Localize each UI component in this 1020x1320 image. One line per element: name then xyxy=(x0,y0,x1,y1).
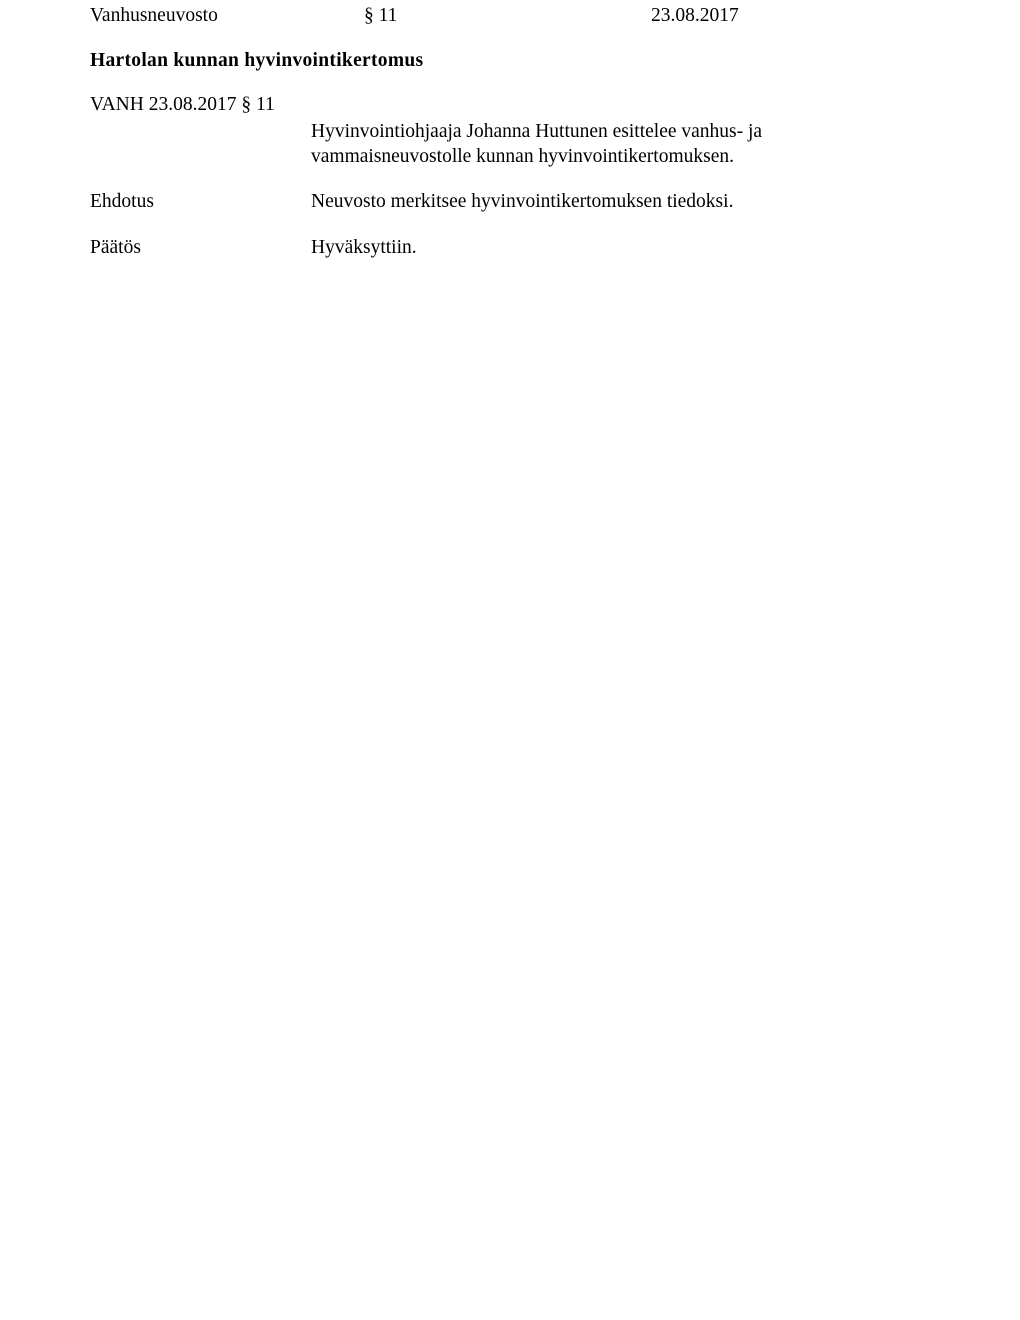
proposal-label: Ehdotus xyxy=(90,191,154,212)
matter-content xyxy=(311,120,911,169)
decision-content xyxy=(311,236,911,261)
header-body-name: Vanhusneuvosto xyxy=(90,5,218,26)
page-header xyxy=(90,4,930,28)
decision-label: Päätös xyxy=(90,237,141,258)
matter-label: VANH 23.08.2017 § 11 xyxy=(90,94,275,115)
matter-line-2: vammaisneuvostolle kunnan hyvinvointikertomuksen. xyxy=(311,145,734,167)
matter-line-1: Hyvinvointiohjaaja Johanna Huttunen esittelee vanhus- ja xyxy=(311,121,763,142)
proposal-text: Neuvosto merkitsee hyvinvointikertomuksen tiedoksi. xyxy=(311,191,734,212)
decision-text: Hyväksyttiin. xyxy=(311,237,417,258)
page-title: Hartolan kunnan hyvinvointikertomus xyxy=(90,50,424,71)
header-date: 23.08.2017 xyxy=(651,5,739,26)
proposal-content xyxy=(311,190,911,215)
header-section-number: § 11 xyxy=(364,5,398,26)
